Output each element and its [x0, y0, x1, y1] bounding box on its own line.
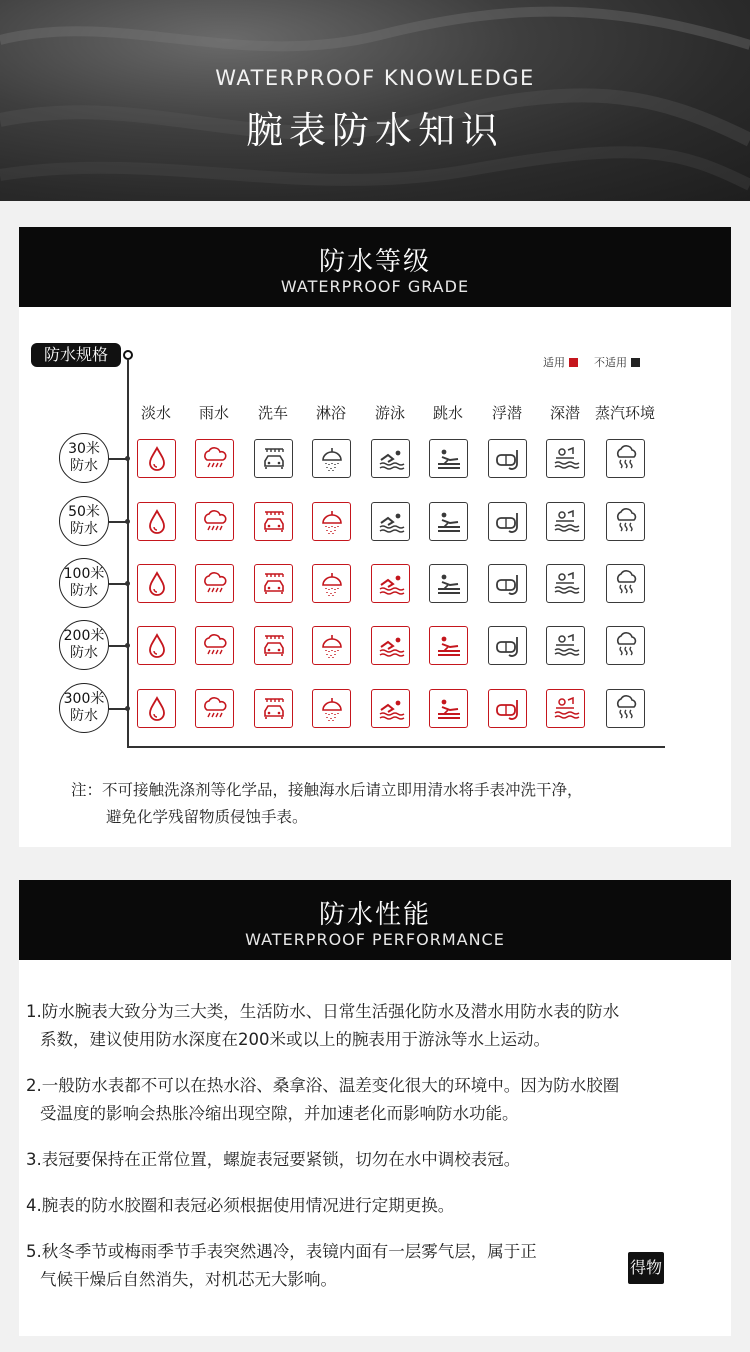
axis-origin-dot — [123, 350, 133, 360]
rain-icon — [195, 564, 234, 603]
hero-banner — [0, 0, 750, 201]
legend-unsuitable-swatch — [631, 358, 640, 367]
car-wash-icon — [254, 502, 293, 541]
item-text: 2.一般防水表都不可以在热水浴、桑拿浴、温差变化很大的环境中。因为防水胶圈 — [26, 1076, 620, 1095]
diving-icon — [429, 689, 468, 728]
legend — [543, 354, 640, 370]
item-text: 1.防水腕表大致分为三大类，生活防水、日常生活强化防水及潜水用防水表的防水 — [26, 1002, 620, 1021]
row-tick — [109, 708, 127, 710]
note-line-1: 注：不可接触洗涤剂等化学品，接触海水后请立即用清水将手表冲洗干净， — [71, 781, 583, 799]
depth-label-3 — [59, 558, 109, 608]
hero-title-en: WATERPROOF KNOWLEDGE — [215, 66, 535, 90]
rain-icon — [195, 626, 234, 665]
water-drop-icon — [137, 564, 176, 603]
item-text-cont: 系数，建议使用防水深度在200米或以上的腕表用于游泳等水上运动。 — [40, 1030, 550, 1049]
column-header-5: 游泳 — [374, 404, 405, 422]
column-header-8: 深潜 — [549, 404, 580, 422]
snorkel-icon — [488, 564, 527, 603]
row-tick — [109, 645, 127, 647]
depth-value: 300米 — [63, 691, 105, 707]
item-text-cont: 气候干燥后自然消失，对机芯无大影响。 — [40, 1270, 337, 1289]
swimming-icon — [371, 564, 410, 603]
column-header-6: 跳水 — [432, 404, 463, 422]
column-header-2: 雨水 — [198, 404, 229, 422]
depth-value: 200米 — [63, 628, 105, 644]
waterproof-grade-card — [19, 227, 731, 847]
swimming-icon — [371, 689, 410, 728]
rain-icon — [195, 439, 234, 478]
legend-unsuitable-label: 不适用 — [594, 356, 627, 369]
depth-unit: 防水 — [70, 458, 98, 474]
car-wash-icon — [254, 439, 293, 478]
hero-title-cn: 腕表防水知识 — [246, 109, 504, 152]
depth-label-2 — [59, 496, 109, 546]
horizontal-axis — [127, 746, 665, 748]
snorkel-icon — [488, 626, 527, 665]
column-header-7: 浮潜 — [491, 404, 522, 422]
swimming-icon — [371, 626, 410, 665]
row-tick — [109, 458, 127, 460]
performance-banner — [19, 880, 731, 960]
performance-item-1 — [26, 998, 726, 1054]
snorkel-icon — [488, 439, 527, 478]
column-header-4: 淋浴 — [315, 404, 346, 422]
depth-label-4 — [59, 620, 109, 670]
column-header-1: 淡水 — [140, 404, 171, 422]
waterproof-performance-card — [19, 880, 731, 1336]
grade-title-en: WATERPROOF GRADE — [280, 277, 470, 296]
deep-dive-icon — [546, 439, 585, 478]
deep-dive-icon — [546, 564, 585, 603]
deep-dive-icon — [546, 626, 585, 665]
depth-value: 30米 — [68, 441, 100, 457]
spec-label: 防水规格 — [31, 343, 121, 367]
steam-icon — [606, 564, 645, 603]
performance-title-en: WATERPROOF PERFORMANCE — [245, 930, 505, 949]
diving-icon — [429, 626, 468, 665]
grade-note — [71, 777, 711, 831]
deep-dive-icon — [546, 689, 585, 728]
steam-icon — [606, 626, 645, 665]
rain-icon — [195, 689, 234, 728]
steam-icon — [606, 689, 645, 728]
snorkel-icon — [488, 689, 527, 728]
column-header-9: 蒸汽环境 — [594, 404, 655, 422]
diving-icon — [429, 564, 468, 603]
item-text: 4.腕表的防水胶圈和表冠必须根据使用情况进行定期更换。 — [26, 1196, 455, 1215]
watermark-logo: 得物 — [628, 1252, 664, 1284]
item-text-cont: 受温度的影响会热胀冷缩出现空隙，并加速老化而影响防水功能。 — [40, 1104, 519, 1123]
item-text: 3.表冠要保持在正常位置，螺旋表冠要紧锁，切勿在水中调校表冠。 — [26, 1150, 521, 1169]
water-drop-icon — [137, 439, 176, 478]
depth-unit: 防水 — [70, 645, 98, 661]
steam-icon — [606, 502, 645, 541]
performance-item-3 — [26, 1146, 726, 1174]
deep-dive-icon — [546, 502, 585, 541]
depth-unit: 防水 — [70, 583, 98, 599]
snorkel-icon — [488, 502, 527, 541]
column-header-3: 洗车 — [257, 404, 288, 422]
depth-label-5 — [59, 683, 109, 733]
water-drop-icon — [137, 626, 176, 665]
shower-icon — [312, 564, 351, 603]
performance-item-5 — [26, 1238, 726, 1294]
depth-value: 50米 — [68, 504, 100, 520]
water-drop-icon — [137, 502, 176, 541]
swimming-icon — [371, 502, 410, 541]
car-wash-icon — [254, 564, 293, 603]
legend-suitable-label: 适用 — [543, 356, 565, 369]
shower-icon — [312, 626, 351, 665]
car-wash-icon — [254, 626, 293, 665]
performance-item-4 — [26, 1192, 726, 1220]
water-drop-icon — [137, 689, 176, 728]
rain-icon — [195, 502, 234, 541]
car-wash-icon — [254, 689, 293, 728]
diving-icon — [429, 439, 468, 478]
depth-unit: 防水 — [70, 708, 98, 724]
performance-item-2 — [26, 1072, 726, 1128]
performance-list — [26, 998, 726, 1312]
swimming-icon — [371, 439, 410, 478]
shower-icon — [312, 439, 351, 478]
depth-unit: 防水 — [70, 521, 98, 537]
performance-title-cn: 防水性能 — [318, 900, 431, 930]
grade-title-cn: 防水等级 — [318, 247, 431, 277]
diving-icon — [429, 502, 468, 541]
steam-icon — [606, 439, 645, 478]
depth-label-1 — [59, 433, 109, 483]
shower-icon — [312, 689, 351, 728]
row-tick — [109, 521, 127, 523]
grade-banner — [19, 227, 731, 307]
row-tick — [109, 583, 127, 585]
shower-icon — [312, 502, 351, 541]
legend-suitable-swatch — [569, 358, 578, 367]
item-text: 5.秋冬季节或梅雨季节手表突然遇冷，表镜内面有一层雾气层，属于正 — [26, 1242, 537, 1261]
note-line-2: 避免化学残留物质侵蚀手表。 — [106, 808, 308, 826]
depth-value: 100米 — [63, 566, 105, 582]
